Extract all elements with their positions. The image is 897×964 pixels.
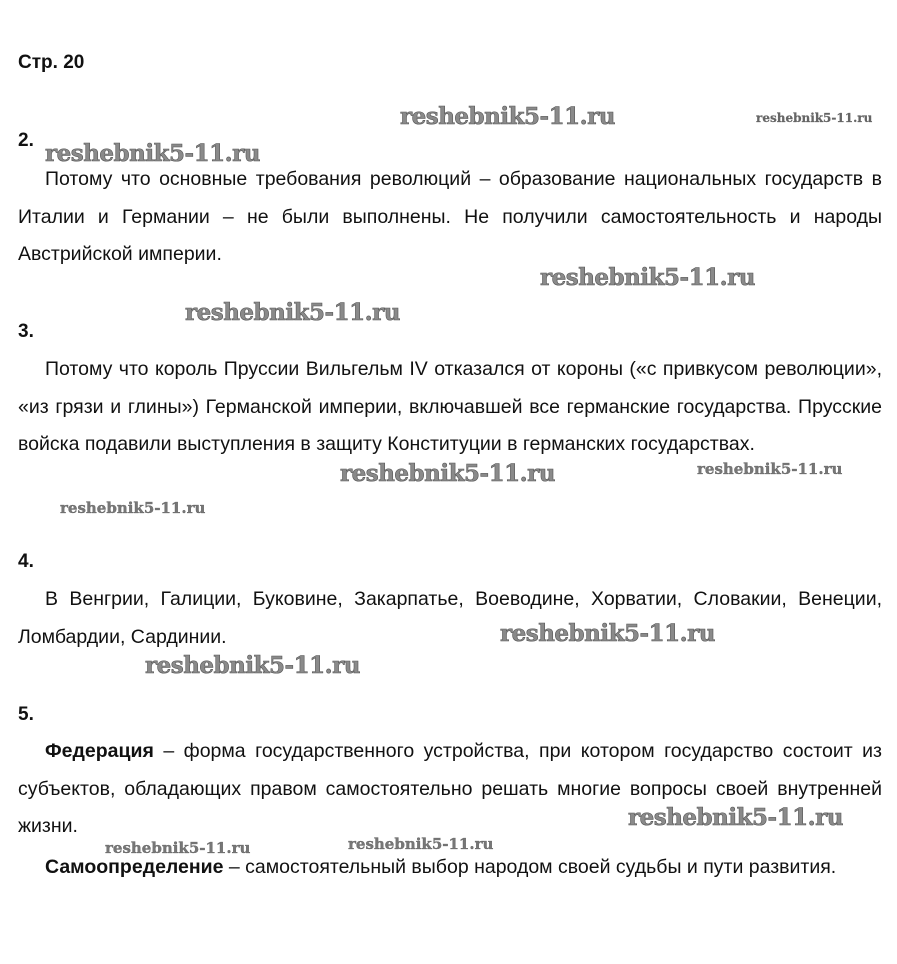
watermark: reshebnik5-11.ru [348,835,494,853]
watermark: reshebnik5-11.ru [697,460,843,478]
term: Самоопределение [45,856,224,878]
watermark: reshebnik5-11.ru [340,460,555,487]
answer-text: Потому что король Пруссии Вильгельм IV отказался от короны («с привкусом революции», «из грязи и глины») Германской империи, включавшей все германские государства. Прусские войска подавили выступления в защиту Конституции в германских государствах. [18,358,882,455]
question-number: 5. [18,704,34,725]
watermark: reshebnik5-11.ru [500,620,715,647]
question-number: 2. [18,130,34,151]
question-number: 3. [18,321,34,342]
answer-text: Потому что основные требования революций – образование национальных государств в Италии и Германии – не были выполнены. Не получили самостоятельность и народы Австрийской империи. [18,168,882,265]
definition: – форма государственного устройства, при котором государство состоит из субъектов, обладающих правом самостоятельно решать многие вопросы своей внутренней жизни. [18,740,882,837]
watermark: reshebnik5-11.ru [756,111,873,125]
answer-text: В Венгрии, Галиции, Буковине, Закарпатье, Воеводине, Хорватии, Словакии, Венеции, Ломбардии, Сардинии. [18,588,882,648]
definition: – самостоятельный выбор народом своей судьбы и пути развития. [223,856,837,878]
page-header: Стр. 20 [18,52,85,73]
watermark: reshebnik5-11.ru [540,264,755,291]
watermark: reshebnik5-11.ru [628,804,843,831]
watermark: reshebnik5-11.ru [105,839,251,857]
watermark: reshebnik5-11.ru [60,499,206,517]
term: Федерация [45,740,154,762]
watermark: reshebnik5-11.ru [400,103,615,130]
watermark: reshebnik5-11.ru [45,140,260,167]
watermark: reshebnik5-11.ru [145,652,360,679]
question-number: 4. [18,551,34,572]
watermark: reshebnik5-11.ru [185,299,400,326]
